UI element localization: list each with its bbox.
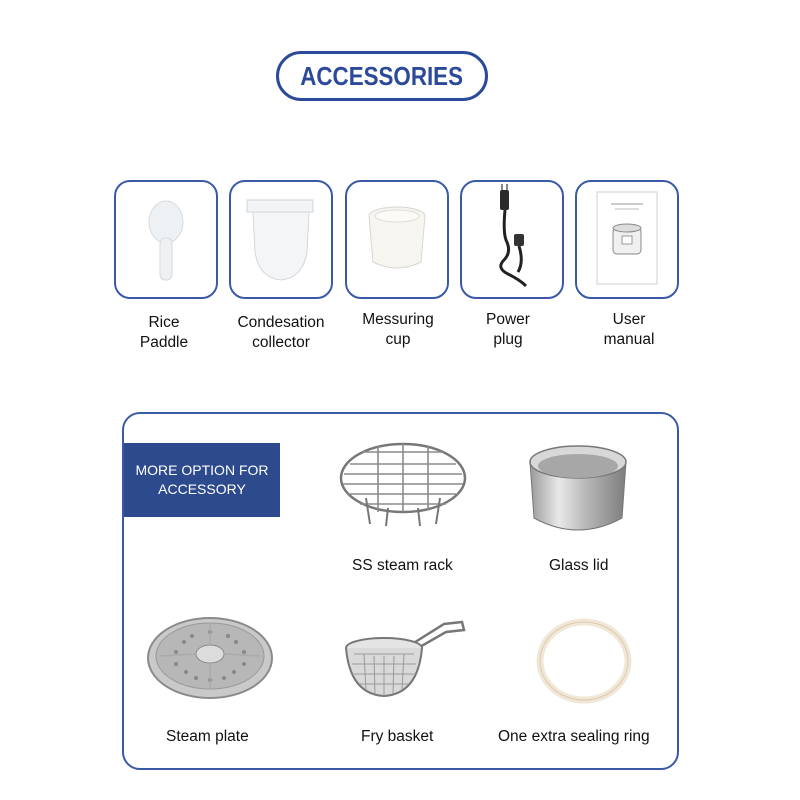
- user-manual-card: [575, 180, 679, 299]
- accessory-label: Messuring cup: [362, 311, 434, 348]
- page-title: ACCESSORIES: [300, 60, 464, 91]
- power-plug-card: [460, 180, 564, 299]
- inner-pot-icon: [522, 440, 634, 540]
- accessory-label: Power plug: [486, 311, 530, 348]
- steam-rack-icon: [336, 438, 470, 530]
- measuring-cup-icon: [347, 182, 447, 297]
- option-label: Steam plate: [166, 728, 249, 745]
- condensation-collector-card: [229, 180, 333, 299]
- condensation-collector-icon: [231, 182, 331, 297]
- measuring-cup-card: [345, 180, 449, 299]
- accessory-label: Condesation collector: [237, 314, 325, 351]
- page-title-badge: [276, 51, 488, 101]
- option-label: SS steam rack: [352, 557, 453, 574]
- more-options-heading: MORE OPTION FOR ACCESSORY: [124, 443, 280, 517]
- steam-plate-icon: [146, 612, 274, 704]
- rice-paddle-card: [114, 180, 218, 299]
- rice-paddle-icon: [116, 182, 216, 297]
- power-plug-icon: [462, 182, 562, 297]
- option-label: One extra sealing ring: [498, 728, 650, 745]
- user-manual-icon: [577, 182, 677, 297]
- accessory-label: Rice Paddle: [139, 314, 189, 351]
- option-label: Glass lid: [549, 557, 609, 574]
- sealing-ring-icon: [534, 616, 634, 706]
- accessory-label: User manual: [603, 311, 655, 348]
- option-label: Fry basket: [361, 728, 434, 745]
- fry-basket-icon: [340, 614, 466, 706]
